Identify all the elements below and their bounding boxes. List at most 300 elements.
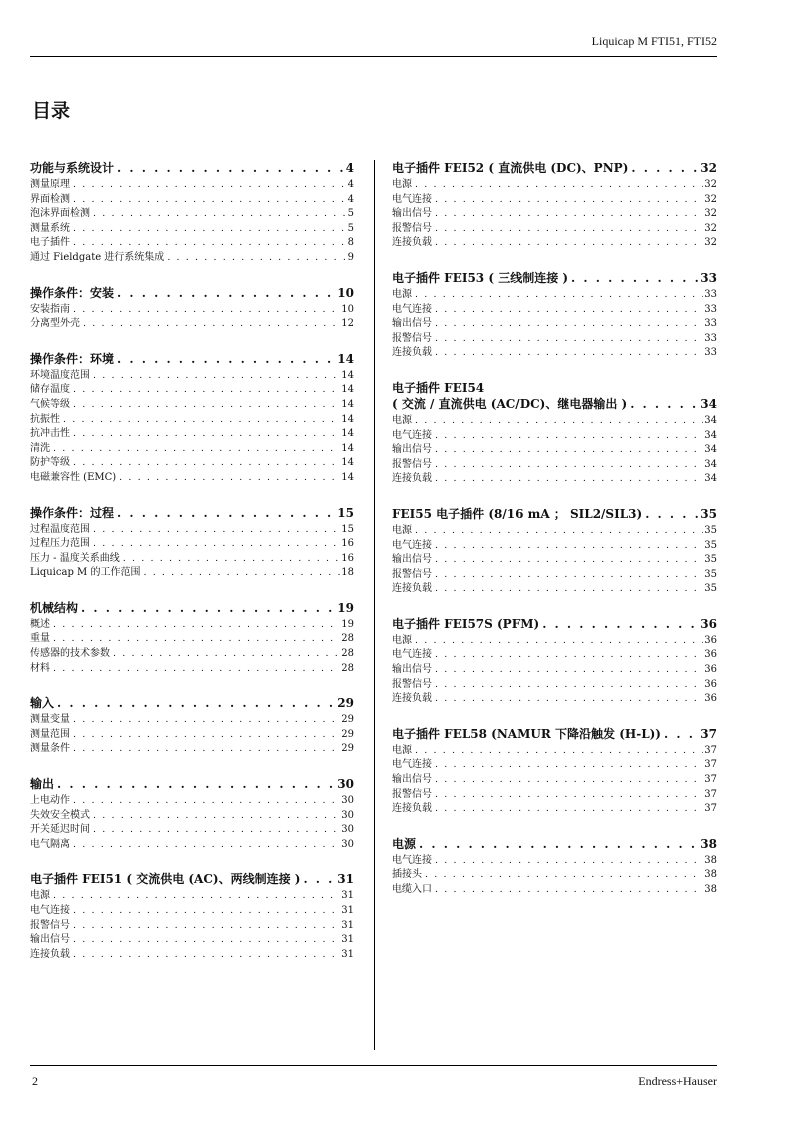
dot-leader [57,695,336,712]
toc-entry[interactable] [392,236,717,251]
toc-section [30,776,354,852]
toc-entry-page: 30 [341,824,354,836]
toc-entry[interactable] [392,553,717,568]
toc-entry[interactable] [30,442,354,457]
toc-section-heading-label: 操作条件：过程 [30,505,115,520]
toc-entry-page: 32 [704,237,717,249]
toc-entry-label: 环境温度范围 [30,369,90,381]
dot-leader [435,802,703,817]
toc-entry[interactable] [30,369,354,384]
dot-leader [73,427,340,442]
toc-section-heading-label: 机械结构 [30,600,79,615]
toc-entry-label: 开关延迟时间 [30,824,90,836]
toc-entry-label: 过程压力范围 [30,538,90,550]
toc-section-heading-label: 电子插件 FEI52 ( 直流供电 (DC)、PNP) [392,161,629,175]
toc-entry-page: 34 [704,473,717,485]
toc-section [30,285,354,332]
dot-leader [53,442,340,457]
toc-entry[interactable] [392,582,717,597]
toc-entry[interactable] [30,566,354,581]
toc-entry-page: 14 [341,428,354,440]
toc-entry-label: 上电动作 [30,795,70,807]
toc-section-heading[interactable] [30,600,354,617]
toc-entry-page: 31 [341,934,354,946]
toc-entry-label: 重量 [30,633,50,645]
toc-entry-label: 电源 [392,744,412,756]
toc-entry[interactable] [30,222,354,237]
toc-entry-page: 34 [704,444,717,456]
brand-name: Endress+Hauser [638,1074,717,1088]
toc-entry-page: 33 [704,318,717,330]
toc-section-heading[interactable] [30,695,354,712]
toc-section-heading[interactable] [30,505,354,522]
toc-entry[interactable] [392,414,717,429]
dot-leader [435,222,703,237]
dot-leader [73,383,340,398]
toc-entry-page: 38 [704,869,717,881]
toc-entry[interactable] [392,663,717,678]
toc-section-heading-page: 38 [700,836,717,851]
toc-entry[interactable] [30,632,354,647]
toc-entry-label: 报警信号 [392,568,432,580]
toc-section-heading-page: 34 [700,396,717,411]
toc-entry-page: 36 [704,649,717,661]
dot-leader [415,524,703,539]
toc-entry-label: 连接负载 [30,948,70,960]
toc-entry-page: 32 [704,208,717,220]
toc-entry-label: 失效安全模式 [30,809,90,821]
toc-section [30,351,354,486]
toc-entry-page: 10 [341,303,354,315]
toc-entry-page: 5 [347,222,354,234]
dot-leader [53,632,340,647]
toc-entry-page: 14 [341,369,354,381]
toc-section-heading-label: 操作条件：安装 [30,285,115,300]
dot-leader [435,472,703,487]
toc-entry[interactable] [30,207,354,222]
toc-entry-page: 35 [704,539,717,551]
dot-leader [113,647,340,662]
toc-entry-page: 32 [704,179,717,190]
dot-leader [73,303,340,318]
dot-leader [435,648,703,663]
toc-entry[interactable] [392,458,717,473]
toc-section-heading[interactable] [392,836,717,853]
dot-leader [631,160,699,177]
dot-leader [57,776,336,793]
dot-leader [630,396,699,413]
toc-section-heading[interactable] [392,616,717,633]
toc-entry[interactable] [392,317,717,332]
toc-section [392,270,717,361]
toc-entry-label: 输出信号 [392,554,432,566]
toc-entry-label: 电气连接 [392,539,432,551]
dot-leader [73,398,340,413]
dot-leader [117,351,336,368]
toc-entry[interactable] [392,303,717,318]
toc-section-heading-label: FEI55 电子插件 (8/16 mA ； SIL2/SIL3) [392,506,643,521]
dot-leader [435,207,703,222]
toc-entry-page: 14 [341,442,354,454]
toc-entry-page: 37 [704,788,717,800]
toc-entry[interactable] [392,788,717,803]
dot-leader [435,883,703,898]
toc-entry-label: 电气连接 [392,429,432,441]
toc-entry[interactable] [30,537,354,552]
toc-section-heading-label: 电源 [392,836,417,851]
dot-leader [73,236,347,251]
toc-section [30,871,354,962]
toc-entry-label: 输出信号 [30,934,70,946]
toc-entry-label: 测量变量 [30,714,70,726]
toc-entry-label: 报警信号 [392,678,432,690]
toc-section-heading-page: 19 [337,600,354,615]
toc-entry[interactable] [392,744,717,759]
dot-leader [117,160,345,177]
toc-entry[interactable] [30,948,354,963]
toc-section [392,380,717,487]
dot-leader [53,662,340,677]
toc-entry-label: 抗冲击性 [30,428,70,440]
toc-entry[interactable] [392,854,717,869]
dot-leader [73,742,340,757]
dot-leader [664,726,699,743]
toc-entry-label: 通过 Fieldgate 进行系统集成 [30,251,165,263]
toc-entry-label: 电气连接 [392,649,432,661]
toc-entry-label: 输出信号 [392,208,432,220]
toc-entry[interactable] [392,472,717,487]
toc-entry[interactable] [30,427,354,442]
toc-entry[interactable] [392,568,717,583]
toc-entry[interactable] [30,889,354,904]
toc-entry-page: 14 [341,457,354,469]
toc-entry-label: 电源 [392,524,412,536]
toc-entry-label: 电缆入口 [392,884,432,895]
toc-entry-label: 电气连接 [392,759,432,771]
toc-entry-page: 30 [341,838,354,850]
toc-entry[interactable] [392,178,717,193]
toc-entry-page: 33 [704,303,717,315]
toc-entry-label: 连接负载 [392,347,432,359]
toc-entry[interactable] [392,193,717,208]
toc-entry-label: 电气隔离 [30,838,70,850]
dot-leader [303,871,336,888]
dot-leader [73,904,340,919]
toc-entry[interactable] [392,868,717,883]
dot-leader [53,889,340,904]
toc-entry[interactable] [30,413,354,428]
page-number: 2 [32,1074,38,1088]
toc-entry[interactable] [30,303,354,318]
toc-entry-label: 连接负载 [392,693,432,705]
toc-section-heading-page: 33 [700,270,717,285]
toc-section-heading-label: ( 交流 / 直流供电 (AC/DC)、继电器输出 ) [392,396,628,411]
toc-section-heading-page: 14 [337,351,354,366]
toc-entry-label: 概述 [30,618,50,630]
dot-leader [415,414,703,429]
toc-entry[interactable] [392,429,717,444]
toc-section-heading-page: 4 [345,161,354,175]
toc-entry-label: 抗振性 [30,413,60,425]
dot-leader [435,663,703,678]
toc-entry-label: 防护等级 [30,457,70,469]
toc-entry-label: 储存温度 [30,384,70,396]
toc-section-heading[interactable] [30,285,354,302]
toc-section-heading[interactable] [392,160,717,177]
toc-section-heading[interactable] [392,726,717,743]
toc-entry[interactable] [392,332,717,347]
toc-entry-label: 连接负载 [392,803,432,815]
toc-section-heading[interactable] [30,160,354,177]
toc-entry-page: 14 [341,398,354,410]
dot-leader [73,919,340,934]
toc-section-heading-page: 30 [337,777,354,792]
toc-entry[interactable] [392,539,717,554]
toc-entry-page: 35 [704,524,717,536]
toc-entry[interactable] [30,794,354,809]
toc-entry-page: 37 [704,744,717,756]
dot-leader [73,728,340,743]
toc-section [392,836,717,898]
toc-entry[interactable] [392,346,717,361]
dot-leader [73,794,340,809]
toc-entry-page: 34 [704,414,717,426]
toc-entry-label: 连接负载 [392,583,432,595]
toc-entry-label: 报警信号 [392,788,432,800]
toc-entry[interactable] [30,193,354,208]
toc-entry-page: 31 [341,905,354,916]
toc-section [30,695,354,757]
dot-leader [435,458,703,473]
toc-entry-page: 32 [704,193,717,205]
dot-leader [93,369,340,384]
toc-section-heading-page: 32 [700,161,717,175]
toc-entry-label: 测量系统 [30,222,70,234]
toc-entry-page: 28 [341,648,354,660]
dot-leader [435,539,703,554]
dot-leader [645,506,699,523]
toc-section [392,160,717,251]
toc-entry-page: 35 [704,568,717,580]
dot-leader [435,678,703,693]
toc-entry[interactable] [30,647,354,662]
toc-entry-page: 37 [704,803,717,815]
toc-entry[interactable] [392,648,717,663]
toc-entry-page: 37 [704,759,717,771]
toc-entry-page: 28 [341,662,354,674]
toc-entry-page: 31 [341,919,354,931]
toc-section-heading[interactable] [392,396,717,413]
toc-entry-label: Liquicap M 的工作范围 [30,567,141,579]
toc-entry-page: 36 [704,664,717,676]
dot-leader [81,600,336,617]
toc-entry[interactable] [30,618,354,633]
toc-entry-page: 33 [704,288,717,300]
toc-entry-label: 测量范围 [30,728,70,740]
column-divider [374,160,375,1050]
toc-section-heading-label: 电子插件 FEI53 ( 三线制连接 ) [392,270,569,285]
toc-entry[interactable] [30,523,354,538]
toc-entry-page: 37 [704,774,717,786]
toc-entry-label: 界面检测 [30,193,70,205]
toc-entry-label: 压力 - 温度关系曲线 [30,552,120,564]
toc-entry[interactable] [30,456,354,471]
dot-leader [435,346,703,361]
toc-entry[interactable] [30,662,354,677]
toc-entry-label: 连接负载 [392,237,432,249]
dot-leader [93,207,347,222]
dot-leader [435,553,703,568]
toc-entry[interactable] [392,692,717,707]
toc-entry-label: 报警信号 [392,332,432,344]
toc-section-heading-label: 电子插件 FEI57S (PFM) [392,616,540,631]
toc-entry[interactable] [30,713,354,728]
toc-entry-label: 测量原理 [30,179,70,190]
toc-entry-label: 连接负载 [392,473,432,485]
dot-leader [73,178,347,193]
toc-entry-page: 19 [341,618,354,630]
toc-entry[interactable] [392,883,717,898]
toc-entry-page: 18 [341,567,354,579]
toc-entry-page: 36 [704,678,717,690]
dot-leader [425,868,703,883]
toc-entry-label: 测量条件 [30,743,70,755]
toc-entry[interactable] [30,383,354,398]
toc-entry[interactable] [392,773,717,788]
toc-entry[interactable] [30,919,354,934]
toc-entry-label: 电源 [392,179,412,190]
dot-leader [93,809,340,824]
toc-entry-page: 14 [341,384,354,396]
toc-entry-label: 电气连接 [392,193,432,205]
dot-leader [435,568,703,583]
toc-entry-page: 38 [704,854,717,866]
toc-entry-label: 清洗 [30,442,50,454]
toc-entry-page: 38 [704,884,717,895]
toc-entry-label: 插接头 [392,869,422,881]
toc-section-heading-label: 操作条件：环境 [30,351,115,366]
dot-leader [117,285,336,302]
dot-leader [435,692,703,707]
dot-leader [63,413,340,428]
toc-entry-page: 36 [704,693,717,705]
toc-section-heading-page: 29 [337,696,354,711]
toc-entry-page: 5 [347,208,354,220]
toc-entry[interactable] [30,471,354,486]
toc-section [30,505,354,581]
toc-entry[interactable] [30,809,354,824]
toc-section-heading-page: 37 [700,726,717,741]
toc-entry-label: 报警信号 [392,458,432,470]
toc-section [392,616,717,707]
dot-leader [123,552,341,567]
toc-entry-label: 输出信号 [392,444,432,456]
toc-entry[interactable] [392,524,717,539]
dot-leader [435,236,703,251]
toc-entry[interactable] [392,758,717,773]
dot-leader [73,838,340,853]
dot-leader [93,537,340,552]
document-header: Liquicap M FTI51, FTI52 [591,34,717,48]
toc-section-heading[interactable] [30,776,354,793]
toc-entry-page: 32 [704,222,717,234]
toc-entry[interactable] [30,823,354,838]
toc-entry-label: 电源 [30,890,50,902]
dot-leader [415,744,703,759]
toc-entry-page: 29 [341,743,354,755]
dot-leader [435,193,703,208]
toc-entry[interactable] [392,634,717,649]
dot-leader [93,523,340,538]
toc-entry[interactable] [30,838,354,853]
dot-leader [415,178,703,193]
toc-section-heading[interactable] [392,270,717,287]
toc-section-heading-page: 36 [700,616,717,631]
dot-leader [571,270,699,287]
toc-entry-page: 31 [341,890,354,902]
toc-entry-page: 34 [704,429,717,441]
toc-entry-label: 电子插件 [30,237,70,249]
toc-section-heading[interactable] [392,506,717,523]
toc-entry-label: 材料 [30,662,50,674]
toc-section-heading[interactable] [30,871,354,888]
toc-right-column [392,160,717,917]
toc-entry[interactable] [30,178,354,193]
toc-entry[interactable] [30,236,354,251]
dot-leader [117,505,336,522]
toc-entry[interactable] [392,678,717,693]
toc-entry[interactable] [30,251,354,266]
toc-entry-page: 33 [704,347,717,359]
toc-entry[interactable] [30,742,354,757]
toc-entry[interactable] [392,207,717,222]
dot-leader [73,713,340,728]
dot-leader [143,566,340,581]
dot-leader [435,332,703,347]
toc-section-heading-page: 10 [337,285,354,300]
toc-section-heading[interactable] [30,351,354,368]
toc-entry-page: 4 [347,179,354,190]
toc-entry-page: 4 [347,193,354,205]
dot-leader [83,317,340,332]
toc-entry[interactable] [30,904,354,919]
toc-entry[interactable] [392,443,717,458]
dot-leader [435,303,703,318]
toc-section-title-line1[interactable]: 电子插件 FEI54 [392,380,485,395]
toc-section [392,506,717,597]
toc-entry-page: 28 [341,633,354,645]
toc-entry[interactable] [392,222,717,237]
toc-entry[interactable] [30,933,354,948]
toc-section-heading-label: 输入 [30,696,55,711]
toc-entry-label: 电磁兼容性 (EMC) [30,471,117,483]
toc-entry-label: 泡沫界面检测 [30,208,90,220]
dot-leader [167,251,346,266]
dot-leader [435,317,703,332]
toc-entry-page: 16 [341,552,354,564]
toc-entry[interactable] [30,552,354,567]
dot-leader [435,788,703,803]
toc-left-column [30,160,354,981]
toc-entry[interactable] [30,317,354,332]
toc-entry[interactable] [30,398,354,413]
toc-entry[interactable] [392,802,717,817]
toc-entry[interactable] [392,288,717,303]
toc-entry[interactable] [30,728,354,743]
toc-entry-page: 9 [347,251,354,263]
toc-entry-page: 29 [341,714,354,726]
toc-entry-label: 分离型外壳 [30,318,80,330]
